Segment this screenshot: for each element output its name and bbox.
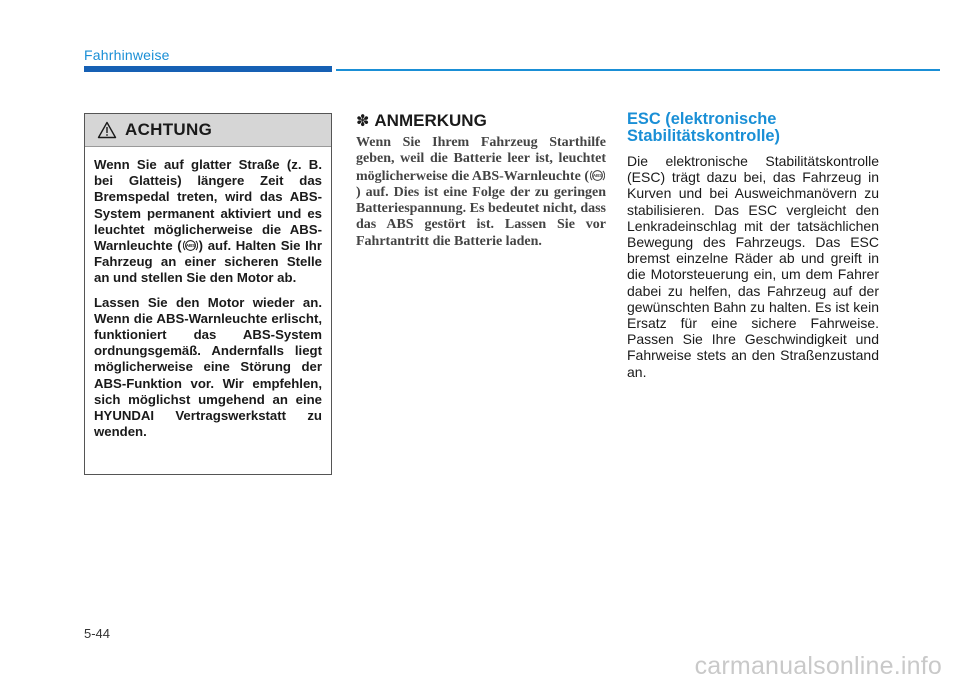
header-rule-light [336, 69, 940, 71]
caution-body [85, 147, 331, 440]
caution-paragraph-1 [94, 157, 322, 287]
caution-paragraph-2: Lassen Sie den Motor wieder an. Wenn die ABS-Warnleuchte erlischt, funktioniert das ABS-System ordnungsgemäß. Andernfalls liegt möglicherweise eine Störung der ABS-Funktion vor. Wir empfehlen, sich möglichst umgehend an eine HYUNDAI Vertragswerkstatt zu wenden. [94, 294, 322, 440]
svg-text:ABS: ABS [592, 172, 603, 178]
note-column [356, 111, 606, 250]
note-text-part1: Wenn Sie Ihrem Fahrzeug Starthilfe geben, weil die Batterie leer ist, leuchtet möglicherweise die ABS-Warnleuchte ( [356, 135, 606, 184]
header-rule-dark [84, 66, 332, 72]
watermark: carmanualsonline.info [694, 652, 942, 680]
caution-p1-part1: Wenn Sie auf glatter Straße (z. B. bei Glatteis) längere Zeit das Bremspedal treten, wird das ABS-System permanent aktiviert und es leuchtet möglicherweise die ABS-Warnleuchte ( [94, 157, 322, 254]
esc-heading-line2: Stabilitätskontrolle) [627, 127, 780, 145]
section-label: Fahrhinweise [84, 47, 170, 63]
note-text [356, 135, 606, 250]
svg-text:ABS: ABS [185, 243, 195, 249]
note-text-part2: ) auf. Dies ist eine Folge der zu geringen Batteriespannung. Es bedeutet nicht, dass das ABS gestört ist. Lassen Sie vor Fahrtantritt die Batterie laden. [356, 184, 606, 249]
warning-triangle-icon [97, 121, 117, 139]
note-star-icon: ✽ [356, 113, 370, 130]
page-number: 5-44 [84, 626, 111, 641]
caution-header [85, 114, 331, 147]
caution-title: ACHTUNG [125, 120, 213, 139]
esc-heading [627, 111, 879, 145]
abs-warning-light-icon [183, 238, 198, 253]
esc-heading-line1: ESC (elektronische [627, 110, 777, 128]
esc-text: Die elektronische Stabilitätskontrolle (ESC) trägt dazu bei, das Fahrzeug in Kurven und bei Ausweichmanövern zu stabilisieren. Das ESC vergleicht den Lenkradeinschlag mit der tatsächlichen Bewegung des Fahrzeugs. Das ESC bremst einzelne Räder ab und greift in die Motorsteuerung ein, um dem Fahrer dabei zu helfen, das Fahrzeug auf der gewünschten Bahn zu halten. Es ist kein Ersatz für eine sichere Fahrweise. Passen Sie Ihre Geschwindigkeit und Fahrweise stets an den Straßenzustand an. [627, 153, 879, 380]
esc-column [627, 111, 879, 380]
caution-p1-part2: ) auf. Halten Sie Ihr Fahrzeug an einer sicheren Stelle an und stellen Sie den Motor ab. [94, 238, 322, 286]
caution-box [84, 113, 332, 475]
abs-warning-light-icon [590, 168, 605, 183]
note-title-text: ANMERKUNG [374, 111, 487, 130]
note-title [356, 111, 606, 131]
